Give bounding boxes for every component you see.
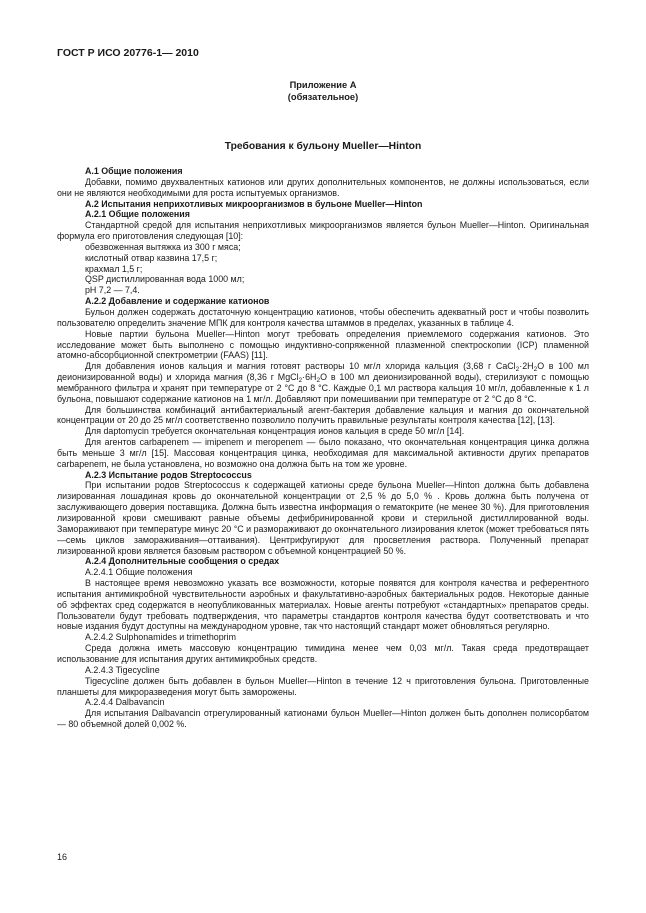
formula-list-item: крахмал 1,5 г;: [85, 263, 143, 274]
annex-label: Приложение А: [289, 80, 357, 90]
formula-list-item: обезвоженная вытяжка из 300 г мяса;: [85, 241, 241, 252]
section-heading: А.1 Общие положения: [85, 166, 183, 176]
standard-header: ГОСТ Р ИСО 20776-1— 2010: [57, 47, 199, 59]
body-paragraph: Новые партии бульона Mueller—Hinton могут требовать определения приемлемого содержания катионов. Это исследование может быть выполнено с помощью индуктивно-сопряженной плазменной спектроскопии (ICP) пламенной атомно-абсорбционной спектрометрии (FAAS) [11].: [57, 328, 589, 361]
body-paragraph: При испытании родов Streptococcus к содержащей катионы среде бульона Mueller—Hinton должна быть добавлена лизированная лошадиная кровь до окончательной концентрации от 2,5 % до 5,0 % . Кровь должна быть получена от заслуживающего доверия поставщика. Должна быть известна информация о гематокрите (не менее 30 %). Для приготовления лизированной крови смешивают равные объемы дефибринированной крови и стерильной дистиллированной воды. Замораживают при температуре минус 20 °С и размораживают до окончательного лизирования клеток (может требоваться пять—семь циклов замораживания—оттаивания). Центрифугируют для просветления раствора. Полученный препарат лизированной крови является базовым раствором с объемной концентрацией 50 %.: [57, 480, 589, 556]
section-heading: А.2.4 Дополнительные сообщения о средах: [85, 556, 280, 567]
section-heading: А.2.2 Добавление и содержание катионов: [85, 296, 270, 307]
body-paragraph: А.2.4.2 Sulphonamides и trimethoprim: [85, 632, 236, 643]
body-paragraph: Бульон должен содержать достаточную концентрацию катионов, чтобы обеспечить адекватный рост и чтобы позволить пользователю определить значение МПК для контроля качества штаммов в пределах, указанных в таблице 4.: [57, 306, 589, 328]
body-paragraph: Для агентов carbapenem — imipenem и meropenem — было показано, что окончательная концентрация цинка должна быть меньше 3 мг/л [15]. Массовая концентрация цинка, необходимая для максимальной активности других препаратов carbapenem, не была установлена, но возможно она должна быть на том же уровне.: [57, 437, 589, 469]
body-paragraph: Для испытания Dalbavancin отрегулированный катионами бульон Mueller—Hinton должен быть дополнен полисорбатом — 80 объемной долей 0,002 %.: [57, 708, 589, 730]
body-paragraph: Для добавления ионов кальция и магния готовят растворы 10 мг/л хлорида кальция (3,68 г $CaCl_2\cdot 2H_2O$ в 100 мл деионизированной воды) и хлорида магния (8,36 г $MgCl_2\cdot 6H_2O$ в 100 мл деионизированной воды), стерилизуют с помощью мембранного фильтра и хранят при температуре от 2 °С до 8 °С. Каждые 0,1 мл раствора кальция 10 мг/л, добавленные к 1 л бульона, повышают содержание катионов на 1 мг/л. Добавляют при помешивании при температуре от 2 °С до 8 °С.: [57, 361, 589, 404]
body-paragraph: Для daptomycin требуется окончательная концентрация ионов кальция в среде 50 мг/л [14].: [85, 426, 465, 437]
body-paragraph: А.2.4.1 Общие положения: [85, 567, 193, 578]
document-body: [57, 166, 589, 730]
body-paragraph: Tigecycline должен быть добавлен в бульон Mueller—Hinton в течение 12 ч приготовления бульона. Приготовленные планшеты для микроразведения могут быть заморожены.: [57, 675, 589, 697]
body-paragraph: А.2.4.3 Tigecycline: [85, 664, 160, 675]
page-number: 16: [57, 852, 68, 862]
formula-list-item: QSP дистиллированная вода 1000 мл;: [85, 274, 245, 285]
body-paragraph: Стандартной средой для испытания неприхотливых микроорганизмов является бульон Mueller—Hinton. Оригинальная формула его приготовления следующая [10]:: [57, 220, 589, 242]
body-paragraph: Среда должна иметь массовую концентрацию тимидина менее чем 0,03 мг/л. Такая среда предотвращает использование для испытания других антимикробных средств.: [57, 643, 589, 664]
annex-status: (обязательное): [287, 91, 359, 102]
annex-heading: [0, 80, 646, 103]
section-heading: А.2.3 Испытание родов Streptococcus: [85, 469, 252, 480]
body-paragraph: А.2.4.4 Dalbavancin: [85, 697, 165, 708]
formula-list-item: кислотный отвар казвина 17,5 г;: [85, 252, 218, 263]
body-paragraph: В настоящее время невозможно указать все возможности, которые появятся для контроля качества и референтного испытания антимикробной чувствительности аэробных и факультативно-аэробных бактериальных родов. Некоторые данные об эффектах сред содержатся в неопубликованных материалах. Новые агенты потребуют «стандартных» препаратов среды. Пользователи будут требовать подтверждения, что параметры стандартов контроля качества будут соответствовать и что новые издания будут доступны на международном уровне, так что настоящий стандарт может обновляться регулярно.: [57, 578, 589, 632]
body-paragraph: Добавки, помимо двухвалентных катионов или других дополнительных компонентов, не должны использоваться, если они не являются необходимыми для роста испытуемых организмов.: [57, 176, 589, 198]
section-heading: А.2.1 Общие положения: [85, 209, 190, 220]
annex-title: Требования к бульону Mueller—Hinton: [224, 141, 422, 152]
body-paragraph: Для большинства комбинаций антибактериальный агент-бактерия добавление кальция и магния до окончательной концентрации от 20 до 25 мг/л соответственно позволило получить правильные результаты контроля качества [12], [13].: [57, 404, 589, 426]
formula-list-item: pH 7,2 — 7,4.: [85, 285, 140, 296]
section-heading: А.2 Испытания неприхотливых микроорганизмов в бульоне Mueller—Hinton: [85, 198, 423, 209]
